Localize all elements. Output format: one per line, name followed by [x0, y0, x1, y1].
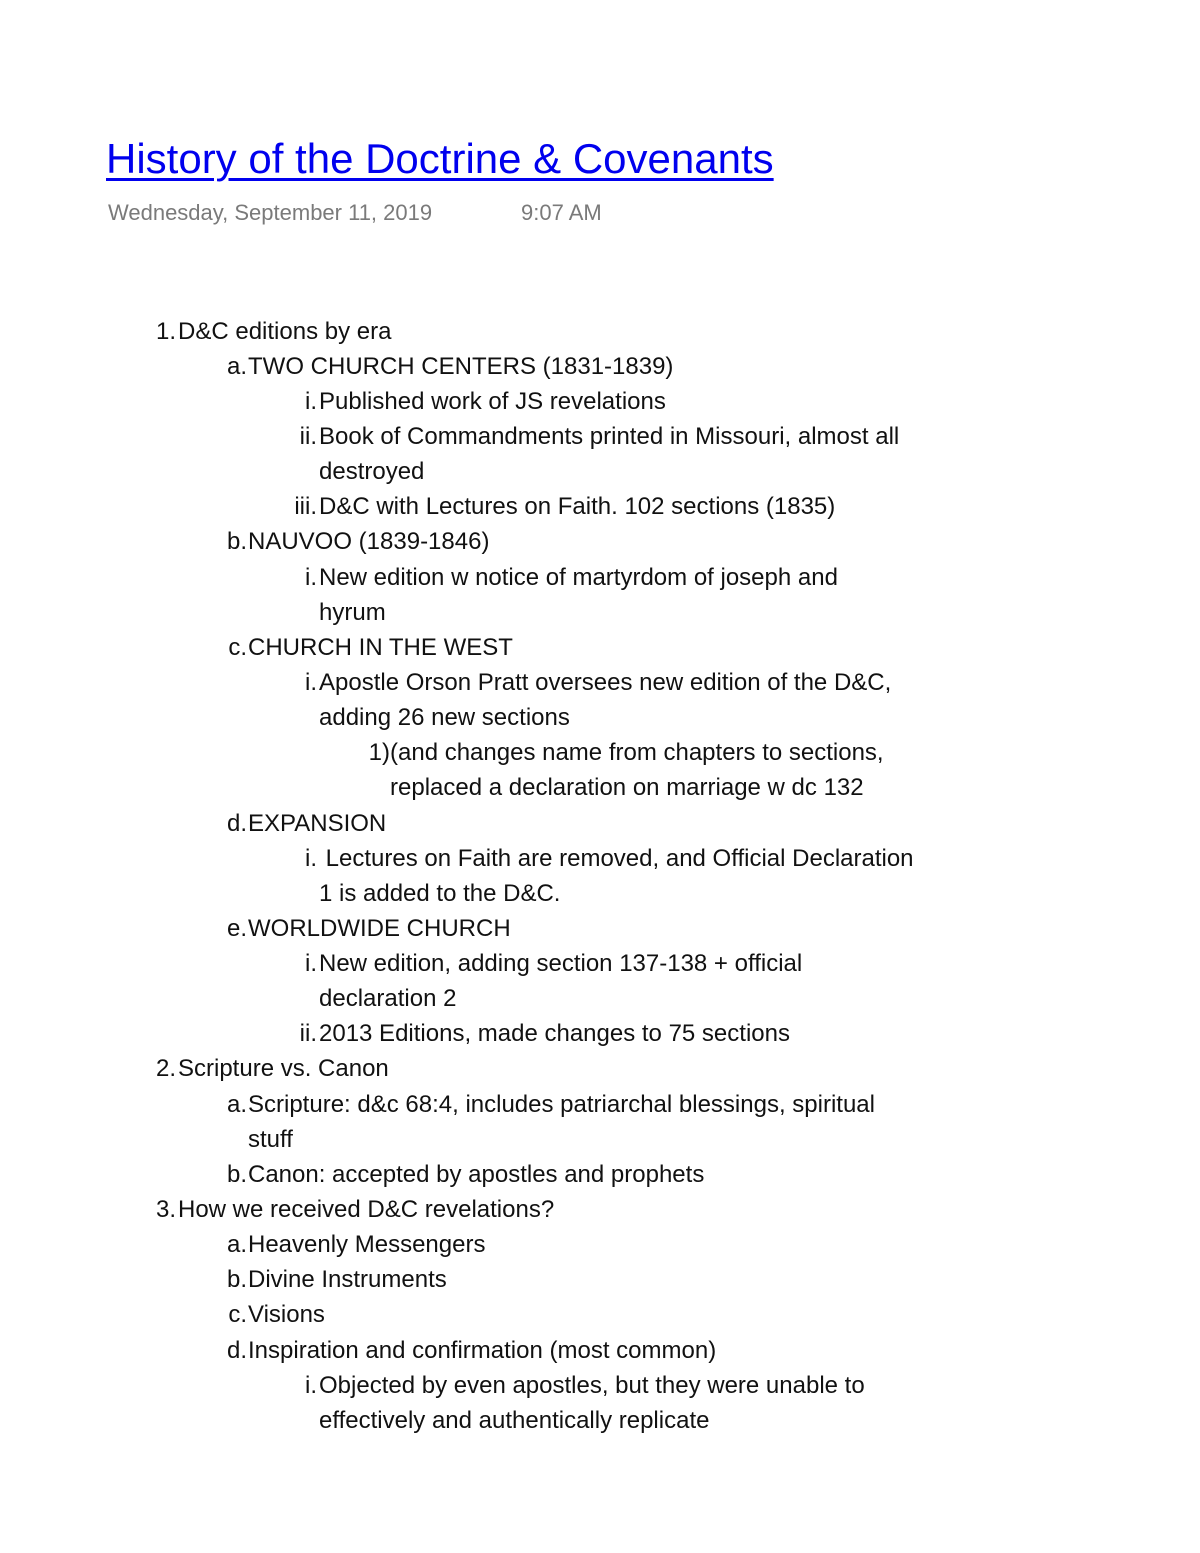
outline-item [226, 1333, 717, 1368]
outline-text: destroyed [319, 458, 425, 485]
outline-continuation [319, 700, 570, 735]
outline-text: 2013 Editions, made changes to 75 sections [319, 1020, 790, 1047]
outline-text: New edition w notice of martyrdom of joseph and [319, 564, 838, 591]
outline-continuation [390, 770, 864, 805]
outline-item [226, 1157, 705, 1192]
outline-text: WORLDWIDE CHURCH [248, 915, 511, 942]
outline-item [228, 1297, 325, 1332]
outline-text: Inspiration and confirmation (most common) [248, 1337, 717, 1364]
list-marker: a. [226, 1091, 247, 1118]
outline-item [305, 1368, 865, 1403]
outline-text: Canon: accepted by apostles and prophets [248, 1161, 705, 1188]
outline-text: adding 26 new sections [319, 704, 570, 731]
outline-text: Divine Instruments [248, 1266, 447, 1293]
list-marker: d. [226, 810, 247, 837]
list-marker: b. [226, 1161, 247, 1188]
outline-text: How we received D&C revelations? [178, 1196, 555, 1223]
list-marker: i. [305, 388, 317, 415]
list-marker: c. [228, 634, 247, 661]
outline-item [228, 630, 513, 665]
list-marker: ii. [299, 1020, 317, 1047]
outline-item [155, 314, 392, 349]
list-marker: ii. [299, 423, 317, 450]
outline-item [299, 1016, 790, 1051]
list-marker: i. [305, 1372, 317, 1399]
outline-text: TWO CHURCH CENTERS (1831-1839) [248, 353, 674, 380]
outline-text: D&C editions by era [178, 318, 392, 345]
outline-text: Lectures on Faith are removed, and Official Declaration [319, 845, 914, 872]
outline-item [305, 560, 838, 595]
outline-text: replaced a declaration on marriage w dc 132 [390, 774, 864, 801]
outline-text: New edition, adding section 137-138 + official [319, 950, 803, 977]
note-time: 9:07 AM [521, 200, 602, 225]
outline-item [226, 1262, 447, 1297]
outline-continuation [248, 1122, 293, 1157]
outline-text: D&C with Lectures on Faith. 102 sections (1835) [319, 493, 836, 520]
outline-text: Scripture: d&c 68:4, includes patriarchal blessings, spiritual [248, 1091, 875, 1118]
list-marker: e. [226, 915, 247, 942]
list-marker: 2. [155, 1055, 176, 1082]
outline-item [226, 1227, 486, 1262]
outline-text: NAUVOO (1839-1846) [248, 528, 490, 555]
outline-text: Book of Commandments printed in Missouri, almost all [319, 423, 900, 450]
outline-continuation [319, 876, 560, 911]
list-marker: i. [305, 564, 317, 591]
outline-text: Scripture vs. Canon [178, 1055, 389, 1082]
list-marker: i. [305, 845, 317, 872]
outline-text: EXPANSION [248, 810, 387, 837]
outline-continuation [319, 981, 456, 1016]
list-marker: 3. [155, 1196, 176, 1223]
outline-item [305, 841, 914, 876]
outline-text: Heavenly Messengers [248, 1231, 486, 1258]
outline-item [294, 489, 836, 524]
page-title[interactable]: History of the Doctrine & Covenants [106, 135, 774, 182]
list-marker: d. [226, 1337, 247, 1364]
outline-continuation [319, 454, 424, 489]
list-marker: b. [226, 1266, 247, 1293]
outline-text: 1 is added to the D&C. [319, 880, 561, 907]
outline-text: effectively and authentically replicate [319, 1407, 710, 1434]
outline-text: CHURCH IN THE WEST [248, 634, 513, 661]
list-marker: a. [226, 353, 247, 380]
list-marker: b. [226, 528, 247, 555]
outline-item [226, 1087, 875, 1122]
outline-item [305, 665, 892, 700]
list-marker: i. [305, 950, 317, 977]
outline-item [299, 419, 900, 454]
list-marker: 1) [368, 739, 390, 766]
outline-item [226, 349, 674, 384]
outline-continuation [319, 1403, 709, 1438]
list-marker: 1. [155, 318, 176, 345]
outline-item [226, 524, 490, 559]
list-marker: i. [305, 669, 317, 696]
list-marker: iii. [294, 493, 317, 520]
list-marker: c. [228, 1301, 247, 1328]
outline-item [368, 735, 884, 770]
outline-text: Apostle Orson Pratt oversees new edition of the D&C, [319, 669, 892, 696]
outline-item [155, 1051, 389, 1086]
outline-text: Published work of JS revelations [319, 388, 666, 415]
outline-item [155, 1192, 555, 1227]
outline-text: (and changes name from chapters to sections, [390, 739, 884, 766]
outline-item [226, 911, 511, 946]
outline-text: stuff [248, 1126, 293, 1153]
list-marker: a. [226, 1231, 247, 1258]
outline-text: Visions [248, 1301, 325, 1328]
outline-item [226, 806, 387, 841]
outline-item [305, 384, 666, 419]
outline-item [305, 946, 803, 981]
note-date: Wednesday, September 11, 2019 [108, 200, 433, 225]
outline-text: Objected by even apostles, but they were unable to [319, 1372, 865, 1399]
outline-text: declaration 2 [319, 985, 457, 1012]
outline-continuation [319, 595, 386, 630]
outline-text: hyrum [319, 599, 386, 626]
